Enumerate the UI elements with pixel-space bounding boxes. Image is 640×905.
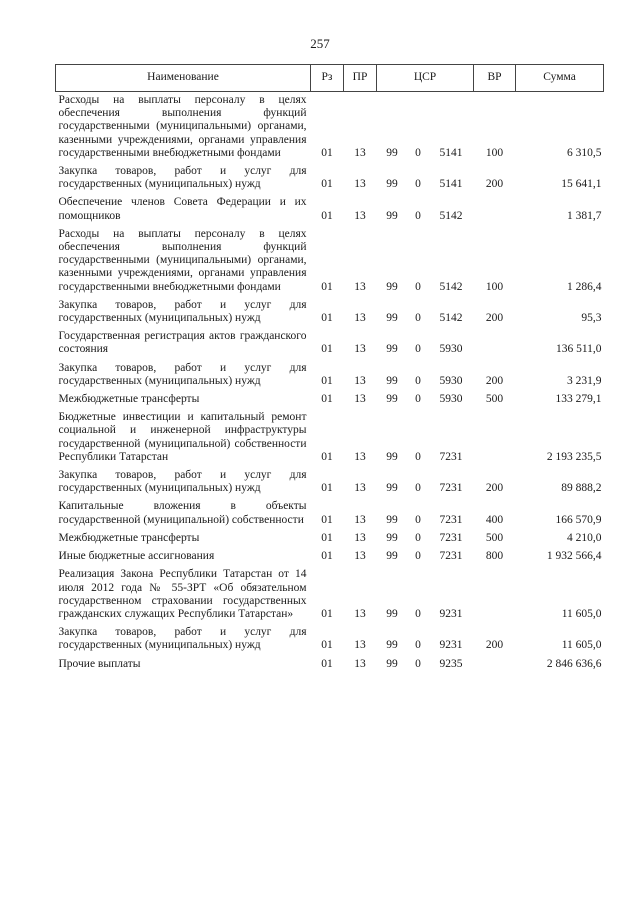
- header-vr: ВР: [474, 65, 516, 92]
- row-name: Расходы на выплаты персоналу в целях обеспечения выполнения функций государственными (муниципальными) органами, казенными учреждениями, органами управления государственными внебюджетными фондами: [58, 227, 307, 293]
- row-csr-code: 5930: [439, 393, 463, 406]
- row-csr-program: 99: [386, 607, 398, 620]
- row-csr-code: 7231: [439, 513, 463, 526]
- row-csr-subprogram: 0: [415, 146, 421, 159]
- row-pr: 13: [354, 280, 366, 293]
- row-pr: 13: [354, 178, 366, 191]
- row-name: Закупка товаров, работ и услуг для государственных (муниципальных) нужд: [58, 298, 307, 325]
- row-csr-subprogram: 0: [415, 450, 421, 463]
- row-pr: 13: [354, 393, 366, 406]
- row-csr-code: 7231: [439, 450, 463, 463]
- row-csr-code: 5930: [439, 343, 463, 356]
- row-vr: [474, 194, 516, 225]
- row-csr-program: 99: [386, 639, 398, 652]
- row-vr: 400: [485, 513, 504, 526]
- table-row: [56, 624, 604, 655]
- table-row: [56, 391, 604, 409]
- row-name: Закупка товаров, работ и услуг для государственных (муниципальных) нужд: [58, 626, 307, 652]
- table-body: [56, 92, 604, 674]
- row-vr: 200: [485, 639, 504, 652]
- row-csr-program: 99: [386, 531, 398, 544]
- row-rz: 01: [321, 312, 333, 325]
- row-rz: 01: [321, 280, 333, 293]
- row-csr-program: 99: [386, 280, 398, 293]
- row-name: Закупка товаров, работ и услуг для государственных (муниципальных) нужд: [58, 165, 307, 191]
- row-csr-subprogram: 0: [415, 531, 421, 544]
- row-sum: 95,3: [581, 312, 602, 325]
- row-name: Межбюджетные трансферты: [58, 393, 200, 406]
- row-vr: 500: [485, 393, 504, 406]
- row-pr: 13: [354, 531, 366, 544]
- row-rz: 01: [321, 531, 333, 544]
- row-rz: 01: [321, 209, 333, 222]
- row-rz: 01: [321, 343, 333, 356]
- row-name: Капитальные вложения в объекты государственной (муниципальной) собственности: [58, 500, 307, 526]
- row-name: Обеспечение членов Совета Федерации и их помощников: [58, 196, 307, 222]
- row-rz: 01: [321, 450, 333, 463]
- row-csr-code: 5142: [439, 312, 463, 325]
- row-csr-code: 9235: [439, 657, 463, 670]
- row-rz: 01: [321, 550, 333, 563]
- row-csr-code: 7231: [439, 531, 463, 544]
- header-rz: Рз: [311, 65, 344, 92]
- row-sum: 6 310,5: [567, 146, 602, 159]
- row-csr-code: 5141: [439, 178, 463, 191]
- row-pr: 13: [354, 513, 366, 526]
- row-csr-subprogram: 0: [415, 374, 421, 387]
- row-csr-subprogram: 0: [415, 393, 421, 406]
- row-name: Бюджетные инвестиции и капитальный ремонт социальной и инженерной инфраструктуры государственной (муниципальной) собственности Республики Татарстан: [58, 411, 307, 463]
- row-sum: 15 641,1: [561, 178, 602, 191]
- row-sum: 11 605,0: [561, 607, 602, 620]
- row-csr-program: 99: [386, 312, 398, 325]
- row-vr: [474, 328, 516, 359]
- row-name: Закупка товаров, работ и услуг для государственных (муниципальных) нужд: [58, 469, 307, 495]
- header-sum: Сумма: [516, 65, 604, 92]
- row-sum: 1 286,4: [567, 280, 602, 293]
- row-pr: 13: [354, 450, 366, 463]
- row-sum: 4 210,0: [567, 531, 602, 544]
- table-row: [56, 498, 604, 529]
- row-csr-program: 99: [386, 343, 398, 356]
- table-row: [56, 226, 604, 297]
- row-pr: 13: [354, 482, 366, 495]
- row-sum: 2 193 235,5: [546, 450, 602, 463]
- row-sum: 136 511,0: [555, 343, 602, 356]
- row-vr: 200: [485, 312, 504, 325]
- row-csr-code: 5930: [439, 374, 463, 387]
- row-sum: 89 888,2: [561, 482, 602, 495]
- row-csr-code: 7231: [439, 550, 463, 563]
- row-vr: 200: [485, 178, 504, 191]
- table-row: [56, 548, 604, 566]
- row-csr-subprogram: 0: [415, 482, 421, 495]
- row-vr: 200: [485, 374, 504, 387]
- row-sum: 2 846 636,6: [546, 657, 602, 670]
- table-row: [56, 467, 604, 498]
- row-pr: 13: [354, 146, 366, 159]
- table-row: [56, 92, 604, 164]
- row-csr-subprogram: 0: [415, 657, 421, 670]
- header-name: Наименование: [56, 65, 311, 92]
- row-name: Реализация Закона Республики Татарстан от 14 июля 2012 года № 55-ЗРТ «Об обязательном государственном страховании государственных гражданских служащих Республики Татарстан»: [58, 568, 307, 620]
- row-csr-program: 99: [386, 657, 398, 670]
- row-name: Прочие выплаты: [58, 657, 141, 670]
- table-row: [56, 566, 604, 624]
- row-sum: 3 231,9: [567, 374, 602, 387]
- row-csr-code: 7231: [439, 482, 463, 495]
- table-row: [56, 328, 604, 359]
- row-csr-subprogram: 0: [415, 280, 421, 293]
- row-csr-subprogram: 0: [415, 312, 421, 325]
- row-pr: 13: [354, 607, 366, 620]
- row-vr: [474, 409, 516, 467]
- row-name: Межбюджетные трансферты: [58, 531, 200, 544]
- row-csr-program: 99: [386, 178, 398, 191]
- row-csr-program: 99: [386, 482, 398, 495]
- row-vr: 100: [485, 146, 504, 159]
- table-row: [56, 360, 604, 391]
- row-pr: 13: [354, 657, 366, 670]
- table-header: [56, 65, 604, 92]
- row-sum: 1 932 566,4: [546, 550, 602, 563]
- row-csr-program: 99: [386, 550, 398, 563]
- row-sum: 1 381,7: [567, 209, 602, 222]
- row-csr-program: 99: [386, 513, 398, 526]
- row-csr-subprogram: 0: [415, 343, 421, 356]
- header-pr: ПР: [344, 65, 377, 92]
- table-row: [56, 530, 604, 548]
- row-csr-program: 99: [386, 374, 398, 387]
- row-rz: 01: [321, 146, 333, 159]
- row-vr: [474, 656, 516, 674]
- row-rz: 01: [321, 657, 333, 670]
- row-rz: 01: [321, 607, 333, 620]
- row-pr: 13: [354, 343, 366, 356]
- table-row: [56, 409, 604, 467]
- table-row: [56, 656, 604, 674]
- row-csr-code: 5141: [439, 146, 463, 159]
- row-sum: 11 605,0: [561, 639, 602, 652]
- row-pr: 13: [354, 374, 366, 387]
- row-csr-program: 99: [386, 209, 398, 222]
- row-csr-subprogram: 0: [415, 607, 421, 620]
- row-name: Государственная регистрация актов гражданского состояния: [58, 330, 307, 356]
- row-csr-program: 99: [386, 146, 398, 159]
- row-pr: 13: [354, 209, 366, 222]
- row-sum: 133 279,1: [555, 393, 602, 406]
- row-vr: 500: [485, 531, 504, 544]
- page-number: 257: [310, 36, 330, 51]
- row-vr: 800: [485, 550, 504, 563]
- row-csr-program: 99: [386, 393, 398, 406]
- table-row: [56, 163, 604, 194]
- table-row: [56, 194, 604, 225]
- row-rz: 01: [321, 178, 333, 191]
- row-pr: 13: [354, 639, 366, 652]
- row-csr-program: 99: [386, 450, 398, 463]
- row-rz: 01: [321, 374, 333, 387]
- row-rz: 01: [321, 639, 333, 652]
- row-name: Расходы на выплаты персоналу в целях обеспечения выполнения функций государственными (муниципальными) органами, казенными учреждениями, органами управления государственными внебюджетными фондами: [58, 94, 307, 159]
- row-vr: 200: [485, 482, 504, 495]
- header-row: [56, 65, 604, 92]
- row-csr-subprogram: 0: [415, 513, 421, 526]
- row-csr-subprogram: 0: [415, 639, 421, 652]
- row-csr-subprogram: 0: [415, 550, 421, 563]
- row-csr-code: 9231: [439, 607, 463, 620]
- row-name: Иные бюджетные ассигнования: [58, 550, 215, 563]
- row-rz: 01: [321, 513, 333, 526]
- row-rz: 01: [321, 393, 333, 406]
- row-vr: [474, 566, 516, 624]
- row-csr-code: 5142: [439, 280, 463, 293]
- row-csr-subprogram: 0: [415, 209, 421, 222]
- row-rz: 01: [321, 482, 333, 495]
- row-pr: 13: [354, 550, 366, 563]
- row-sum: 166 570,9: [555, 513, 602, 526]
- row-csr-code: 9231: [439, 639, 463, 652]
- table-row: [56, 297, 604, 328]
- row-vr: 100: [485, 280, 504, 293]
- row-pr: 13: [354, 312, 366, 325]
- row-csr-subprogram: 0: [415, 178, 421, 191]
- header-csr: ЦСР: [377, 65, 474, 92]
- row-name: Закупка товаров, работ и услуг для государственных (муниципальных) нужд: [58, 361, 307, 387]
- row-csr-code: 5142: [439, 209, 463, 222]
- budget-table: [55, 64, 604, 674]
